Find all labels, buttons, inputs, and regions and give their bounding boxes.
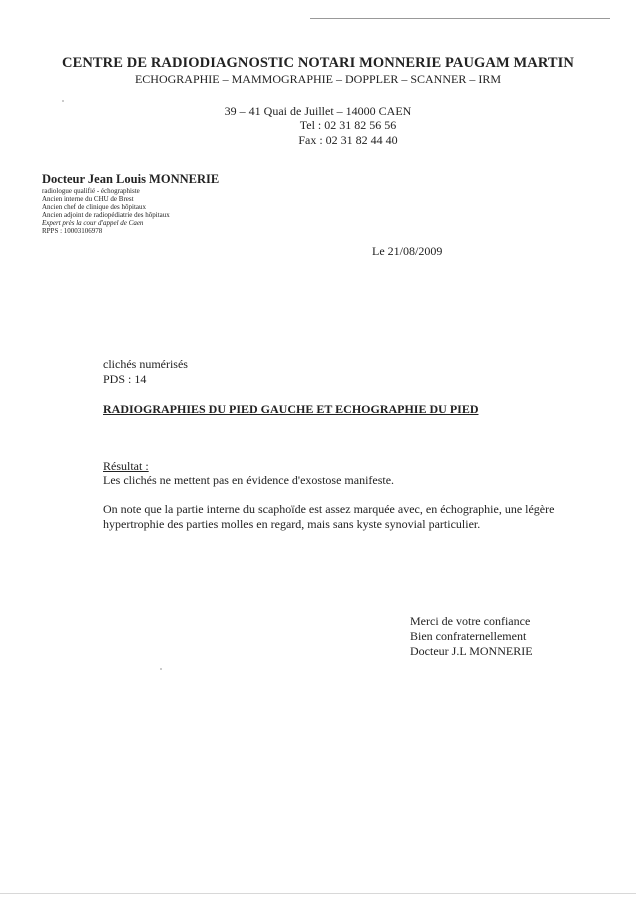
center-tel: Tel : 02 31 82 56 56 bbox=[299, 118, 397, 132]
scan-speck bbox=[160, 668, 162, 670]
doctor-credential: Expert près la cour d'appel de Caen bbox=[42, 219, 144, 227]
top-rule bbox=[310, 18, 610, 19]
center-fax: Fax : 02 31 82 44 40 bbox=[298, 133, 398, 147]
exam-line-2: PDS : 14 bbox=[103, 372, 147, 386]
bottom-rule bbox=[0, 893, 636, 894]
center-address: 39 – 41 Quai de Juillet – 14000 CAEN bbox=[224, 104, 412, 118]
exam-title: RADIOGRAPHIES DU PIED GAUCHE ET ECHOGRAPHIE DU PIED bbox=[103, 402, 479, 416]
signature-line-2: Bien confraternellement bbox=[410, 629, 527, 643]
result-paragraph-line-2: hypertrophie des parties molles en regard, mais sans kyste synovial particulier. bbox=[103, 517, 481, 531]
result-label: Résultat : bbox=[103, 459, 149, 473]
center-name: CENTRE DE RADIODIAGNOSTIC NOTARI MONNERIE PAUGAM MARTIN bbox=[62, 55, 574, 71]
doctor-credential: radiologue qualifié - échographiste bbox=[42, 187, 140, 195]
result-paragraph-line-1: On note que la partie interne du scaphoïde est assez marquée avec, en échographie, une légère bbox=[103, 502, 555, 516]
result-line: Les clichés ne mettent pas en évidence d'exostose manifeste. bbox=[103, 473, 395, 487]
signature-name: Docteur J.L MONNERIE bbox=[410, 644, 533, 658]
center-specialties: ECHOGRAPHIE – MAMMOGRAPHIE – DOPPLER – SCANNER – IRM bbox=[134, 72, 502, 86]
doctor-credential: Ancien chef de clinique des hôpitaux bbox=[42, 203, 146, 211]
doctor-credential: Ancien interne du CHU de Brest bbox=[42, 195, 134, 203]
doctor-credential: Ancien adjoint de radiopédiatrie des hôpitaux bbox=[42, 211, 170, 219]
doctor-name: Docteur Jean Louis MONNERIE bbox=[42, 172, 220, 186]
signature-line-1: Merci de votre confiance bbox=[410, 614, 531, 628]
letter-date: Le 21/08/2009 bbox=[372, 244, 443, 258]
doctor-rpps: RPPS : 10003106978 bbox=[42, 227, 103, 235]
scan-speck bbox=[62, 100, 64, 102]
exam-line-1: clichés numérisés bbox=[103, 357, 188, 371]
